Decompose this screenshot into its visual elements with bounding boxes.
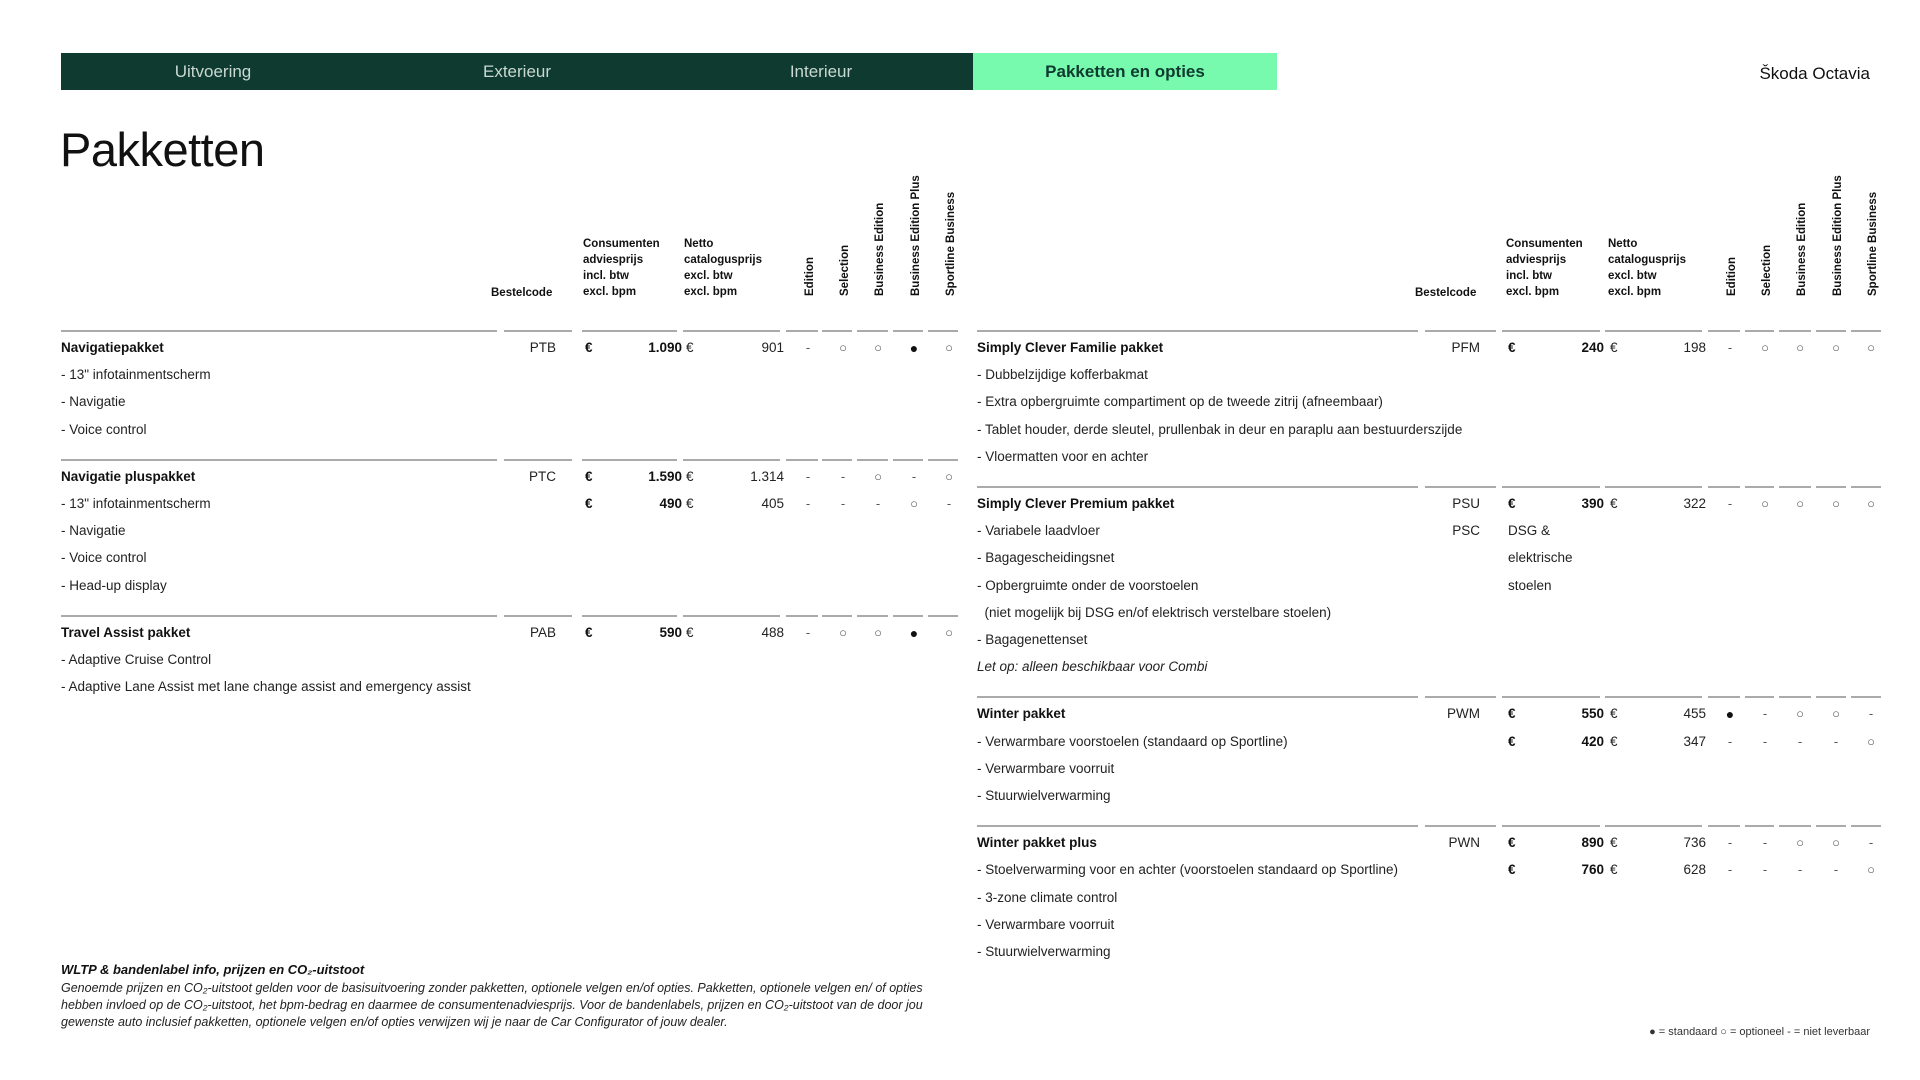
left-availability-mark: - bbox=[911, 468, 917, 484]
left-header-nettoprijs: Netto catalogusprijs excl. btw excl. bpm bbox=[684, 238, 762, 298]
left-divider bbox=[893, 330, 923, 332]
right-package-feature: - Variabele laadvloer bbox=[977, 523, 1100, 539]
right-availability-mark: - bbox=[1727, 340, 1733, 355]
left-net-price: 1.314 bbox=[750, 468, 784, 484]
left-divider bbox=[582, 615, 677, 617]
right-package-feature: Let op: alleen beschikbaar voor Combi bbox=[977, 659, 1208, 675]
left-order-code: PAB bbox=[529, 624, 556, 640]
left-consumer-price: 1.590 bbox=[648, 468, 682, 484]
right-divider bbox=[1851, 330, 1881, 332]
left-availability-mark: - bbox=[840, 496, 846, 511]
left-availability-mark: ● bbox=[909, 340, 919, 356]
right-divider bbox=[1605, 696, 1702, 698]
left-currency: € bbox=[585, 496, 593, 511]
left-availability-mark: ○ bbox=[874, 468, 882, 484]
right-divider bbox=[1779, 696, 1811, 698]
page-title: Pakketten bbox=[60, 123, 265, 176]
right-currency: € bbox=[1508, 862, 1516, 878]
right-divider bbox=[977, 330, 1418, 332]
left-package-feature: - Navigatie bbox=[61, 394, 126, 410]
right-package-feature: - Dubbelzijdige kofferbakmat bbox=[977, 367, 1148, 383]
right-package-name: Simply Clever Premium pakket bbox=[977, 496, 1175, 511]
left-net-price: 901 bbox=[761, 340, 784, 355]
right-header-bestelcode: Bestelcode bbox=[1415, 287, 1477, 299]
right-net-price: 347 bbox=[1683, 733, 1706, 749]
right-availability-mark: ○ bbox=[1832, 340, 1840, 355]
left-availability-mark: ○ bbox=[945, 468, 953, 484]
left-divider bbox=[822, 330, 852, 332]
right-currency: € bbox=[1508, 706, 1516, 722]
right-divider bbox=[1816, 696, 1846, 698]
section-tabs bbox=[61, 53, 1277, 90]
right-currency: € bbox=[1508, 496, 1516, 511]
left-availability-mark: - bbox=[805, 624, 811, 640]
right-package-feature: - Verwarmbare voorruit bbox=[977, 760, 1115, 776]
right-package-name: Simply Clever Familie pakket bbox=[977, 340, 1164, 355]
left-availability-mark: - bbox=[805, 468, 811, 484]
right-package-feature: - Stuurwielverwarming bbox=[977, 788, 1111, 803]
right-divider bbox=[1779, 825, 1811, 827]
right-price-note: elektrische bbox=[1508, 550, 1573, 566]
right-package-feature: (niet mogelijk bij DSG en/of elektrisch verstelbare stoelen) bbox=[977, 604, 1332, 620]
right-availability-mark: - bbox=[1797, 733, 1803, 749]
left-divider bbox=[928, 615, 958, 617]
right-divider bbox=[1502, 330, 1600, 332]
right-divider bbox=[1708, 696, 1740, 698]
left-currency: € bbox=[686, 624, 694, 640]
right-divider bbox=[1708, 825, 1740, 827]
tab-pakketten-en-opties[interactable]: Pakketten en opties bbox=[973, 53, 1277, 90]
right-consumer-price: 390 bbox=[1581, 496, 1604, 511]
right-availability-mark: ● bbox=[1725, 706, 1735, 723]
right-consumer-price: 240 bbox=[1581, 340, 1604, 355]
right-divider bbox=[1745, 486, 1774, 488]
right-divider bbox=[1708, 486, 1740, 488]
right-availability-mark: - bbox=[1868, 835, 1874, 851]
left-divider bbox=[786, 459, 818, 461]
right-net-price: 198 bbox=[1683, 340, 1706, 355]
right-divider bbox=[1605, 825, 1702, 827]
brand-model-name: Škoda Octavia bbox=[1759, 64, 1870, 83]
right-availability-mark: ○ bbox=[1796, 340, 1804, 355]
left-divider bbox=[893, 615, 923, 617]
right-availability-mark: ○ bbox=[1832, 496, 1840, 511]
right-divider bbox=[977, 486, 1418, 488]
left-divider bbox=[857, 330, 888, 332]
left-net-price: 488 bbox=[761, 624, 784, 640]
right-header-consumentenprijs: Consumenten adviesprijs incl. btw excl. bpm bbox=[1506, 238, 1583, 298]
left-package-feature: - 13" infotainmentscherm bbox=[61, 496, 211, 511]
left-divider bbox=[893, 459, 923, 461]
left-availability-mark: ○ bbox=[945, 340, 953, 355]
tab-uitvoering[interactable]: Uitvoering bbox=[174, 61, 252, 81]
left-currency: € bbox=[686, 468, 694, 484]
right-availability-mark: ○ bbox=[1867, 340, 1875, 355]
right-availability-mark: - bbox=[1762, 706, 1768, 722]
right-divider bbox=[1425, 486, 1496, 488]
right-divider bbox=[1851, 825, 1881, 827]
right-availability-mark: - bbox=[1727, 862, 1733, 878]
right-order-code: PSU bbox=[1452, 496, 1480, 511]
left-divider bbox=[857, 459, 888, 461]
right-availability-mark: ○ bbox=[1867, 496, 1875, 511]
left-divider bbox=[683, 459, 780, 461]
left-package-name: Navigatie pluspakket bbox=[61, 468, 196, 484]
left-order-code: PTB bbox=[529, 340, 556, 355]
left-availability-mark: - bbox=[840, 468, 846, 484]
right-availability-mark: ○ bbox=[1832, 706, 1840, 722]
right-availability-mark: - bbox=[1727, 733, 1733, 749]
left-package-feature: - Adaptive Lane Assist met lane change assist and emergency assist bbox=[61, 679, 471, 695]
right-divider bbox=[1502, 486, 1600, 488]
left-currency: € bbox=[585, 340, 593, 355]
left-divider bbox=[786, 615, 818, 617]
right-order-code: PSC bbox=[1452, 523, 1480, 539]
right-availability-mark: - bbox=[1762, 862, 1768, 878]
left-availability-mark: - bbox=[805, 340, 811, 355]
right-divider bbox=[1605, 330, 1702, 332]
right-currency: € bbox=[1610, 835, 1618, 851]
left-availability-mark: ○ bbox=[874, 340, 882, 355]
footer-text: Genoemde prijzen en CO₂-uitstoot gelden voor de basisuitvoering zonder pakketten, optionele velgen en/of opties. Pakketten, optionele velgen en/ of opties hebben invloed op de CO₂-uitstoot, het bpm-bedrag en daarmee de consumentenadviesprijs. Voor de bandenlabels, prijzen en CO₂-uitstoot van de door jou gewenste auto inclusief pakketten, optionele velgen en/of opties verwijzen wij je naar de Car Configurator of jouw dealer. bbox=[61, 981, 923, 1029]
right-availability-mark: - bbox=[1833, 862, 1839, 878]
right-availability-mark: ○ bbox=[1761, 496, 1769, 511]
right-availability-mark: ○ bbox=[1796, 496, 1804, 511]
left-divider bbox=[504, 615, 572, 617]
left-currency: € bbox=[686, 496, 694, 511]
right-net-price: 455 bbox=[1683, 706, 1706, 722]
right-currency: € bbox=[1508, 835, 1516, 851]
right-consumer-price: 550 bbox=[1581, 706, 1604, 722]
right-net-price: 736 bbox=[1683, 835, 1706, 851]
right-divider bbox=[1851, 696, 1881, 698]
right-package-name: Winter pakket bbox=[977, 706, 1066, 722]
right-currency: € bbox=[1508, 340, 1516, 355]
right-currency: € bbox=[1610, 733, 1618, 749]
right-net-price: 322 bbox=[1683, 496, 1706, 511]
right-divider bbox=[1425, 825, 1496, 827]
right-availability-mark: - bbox=[1762, 733, 1768, 749]
right-package-feature: - 3-zone climate control bbox=[977, 889, 1118, 905]
right-package-feature: - Extra opbergruimte compartiment op de tweede zitrij (afneembaar) bbox=[977, 394, 1383, 410]
right-package-feature: - Verwarmbare voorstoelen (standaard op Sportline) bbox=[977, 733, 1288, 749]
left-divider bbox=[928, 459, 958, 461]
right-availability-mark: ○ bbox=[1832, 835, 1840, 851]
left-divider bbox=[928, 330, 958, 332]
left-divider bbox=[582, 330, 677, 332]
left-divider bbox=[822, 459, 852, 461]
right-currency: € bbox=[1610, 706, 1618, 722]
right-divider bbox=[1502, 825, 1600, 827]
left-divider bbox=[504, 459, 572, 461]
left-currency: € bbox=[686, 340, 694, 355]
left-package-feature: - Head-up display bbox=[61, 577, 167, 593]
tab-interieur[interactable]: Interieur bbox=[789, 61, 853, 81]
tab-exterieur[interactable]: Exterieur bbox=[482, 61, 552, 81]
right-availability-mark: - bbox=[1833, 733, 1839, 749]
right-divider bbox=[1745, 825, 1774, 827]
left-package-name: Travel Assist pakket bbox=[61, 624, 191, 640]
right-availability-mark: ○ bbox=[1867, 862, 1875, 878]
left-package-feature: - 13" infotainmentscherm bbox=[61, 367, 211, 383]
right-price-note: stoelen bbox=[1508, 577, 1552, 593]
right-availability-mark: - bbox=[1727, 496, 1733, 511]
left-availability-mark: ○ bbox=[910, 496, 918, 511]
right-availability-mark: - bbox=[1797, 862, 1803, 878]
footer-title: WLTP & bandenlabel info, prijzen en CO₂-uitstoot bbox=[61, 962, 365, 977]
right-divider bbox=[1779, 486, 1811, 488]
right-divider bbox=[1425, 696, 1496, 698]
right-package-name: Winter pakket plus bbox=[977, 835, 1097, 851]
left-availability-mark: - bbox=[946, 496, 952, 511]
right-divider bbox=[1708, 330, 1740, 332]
left-consumer-price: 490 bbox=[659, 496, 682, 511]
left-net-price: 405 bbox=[761, 496, 784, 511]
right-divider bbox=[1745, 696, 1774, 698]
right-package-feature: - Tablet houder, derde sleutel, prullenbak in deur en paraplu aan bestuurderszijde bbox=[977, 421, 1463, 437]
left-package-feature: - Navigatie bbox=[61, 523, 126, 539]
right-header-nettoprijs: Netto catalogusprijs excl. btw excl. bpm bbox=[1608, 238, 1686, 298]
right-order-code: PWM bbox=[1447, 706, 1480, 722]
right-package-feature: - Bagagescheidingsnet bbox=[977, 550, 1115, 566]
left-availability-mark: ○ bbox=[945, 624, 953, 640]
left-availability-mark: ○ bbox=[874, 624, 882, 640]
right-consumer-price: 760 bbox=[1581, 862, 1604, 878]
right-availability-mark: ○ bbox=[1867, 733, 1875, 749]
left-divider bbox=[61, 615, 497, 617]
right-divider bbox=[1605, 486, 1702, 488]
right-availability-mark: ○ bbox=[1796, 706, 1804, 722]
right-divider bbox=[977, 696, 1418, 698]
left-currency: € bbox=[585, 624, 593, 640]
left-consumer-price: 1.090 bbox=[648, 340, 682, 355]
right-divider bbox=[1816, 825, 1846, 827]
left-divider bbox=[582, 459, 677, 461]
right-currency: € bbox=[1610, 862, 1618, 878]
left-availability-mark: - bbox=[875, 496, 881, 511]
right-package-feature: - Bagagenettenset bbox=[977, 632, 1088, 647]
legend: ● = standaard ○ = optioneel - = niet leverbaar bbox=[1649, 1026, 1870, 1038]
right-order-code: PWN bbox=[1448, 835, 1480, 851]
right-availability-mark: - bbox=[1762, 835, 1768, 851]
right-currency: € bbox=[1610, 496, 1618, 511]
right-package-feature: - Opbergruimte onder de voorstoelen bbox=[977, 577, 1199, 593]
right-currency: € bbox=[1610, 340, 1618, 355]
right-divider bbox=[1851, 486, 1881, 488]
right-divider bbox=[1745, 330, 1774, 332]
left-currency: € bbox=[585, 468, 593, 484]
left-package-feature: - Voice control bbox=[61, 421, 147, 437]
right-divider bbox=[1779, 330, 1811, 332]
left-package-feature: - Voice control bbox=[61, 550, 147, 566]
left-package-feature: - Adaptive Cruise Control bbox=[61, 652, 212, 667]
right-package-feature: - Verwarmbare voorruit bbox=[977, 916, 1115, 932]
left-divider bbox=[504, 330, 572, 332]
right-availability-mark: ○ bbox=[1796, 835, 1804, 851]
left-divider bbox=[61, 330, 497, 332]
right-package-feature: - Stuurwielverwarming bbox=[977, 944, 1111, 959]
left-availability-mark: ● bbox=[909, 624, 919, 641]
left-divider bbox=[683, 615, 780, 617]
left-order-code: PTC bbox=[529, 468, 556, 484]
right-divider bbox=[1425, 330, 1496, 332]
right-availability-mark: - bbox=[1868, 706, 1874, 722]
right-currency: € bbox=[1508, 733, 1516, 749]
right-availability-mark: ○ bbox=[1761, 340, 1769, 355]
right-consumer-price: 890 bbox=[1581, 835, 1604, 851]
right-availability-mark: - bbox=[1727, 835, 1733, 851]
left-header-bestelcode: Bestelcode bbox=[491, 287, 553, 299]
left-availability-mark: ○ bbox=[839, 624, 847, 640]
right-divider bbox=[1816, 330, 1846, 332]
left-package-name: Navigatiepakket bbox=[61, 340, 164, 355]
right-consumer-price: 420 bbox=[1581, 733, 1604, 749]
left-divider bbox=[683, 330, 780, 332]
left-availability-mark: ○ bbox=[839, 340, 847, 355]
right-package-feature: - Stoelverwarming voor en achter (voorstoelen standaard op Sportline) bbox=[977, 862, 1398, 878]
right-divider bbox=[1502, 696, 1600, 698]
left-consumer-price: 590 bbox=[659, 624, 682, 640]
right-package-feature: - Vloermatten voor en achter bbox=[977, 448, 1149, 464]
right-divider bbox=[977, 825, 1418, 827]
right-net-price: 628 bbox=[1683, 862, 1706, 878]
left-header-consumentenprijs: Consumenten adviesprijs incl. btw excl. bpm bbox=[583, 238, 660, 298]
right-order-code: PFM bbox=[1451, 340, 1480, 355]
left-availability-mark: - bbox=[805, 496, 811, 511]
left-divider bbox=[857, 615, 888, 617]
right-price-note: DSG & bbox=[1508, 523, 1551, 539]
right-divider bbox=[1816, 486, 1846, 488]
left-divider bbox=[61, 459, 497, 461]
left-divider bbox=[786, 330, 818, 332]
left-divider bbox=[822, 615, 852, 617]
